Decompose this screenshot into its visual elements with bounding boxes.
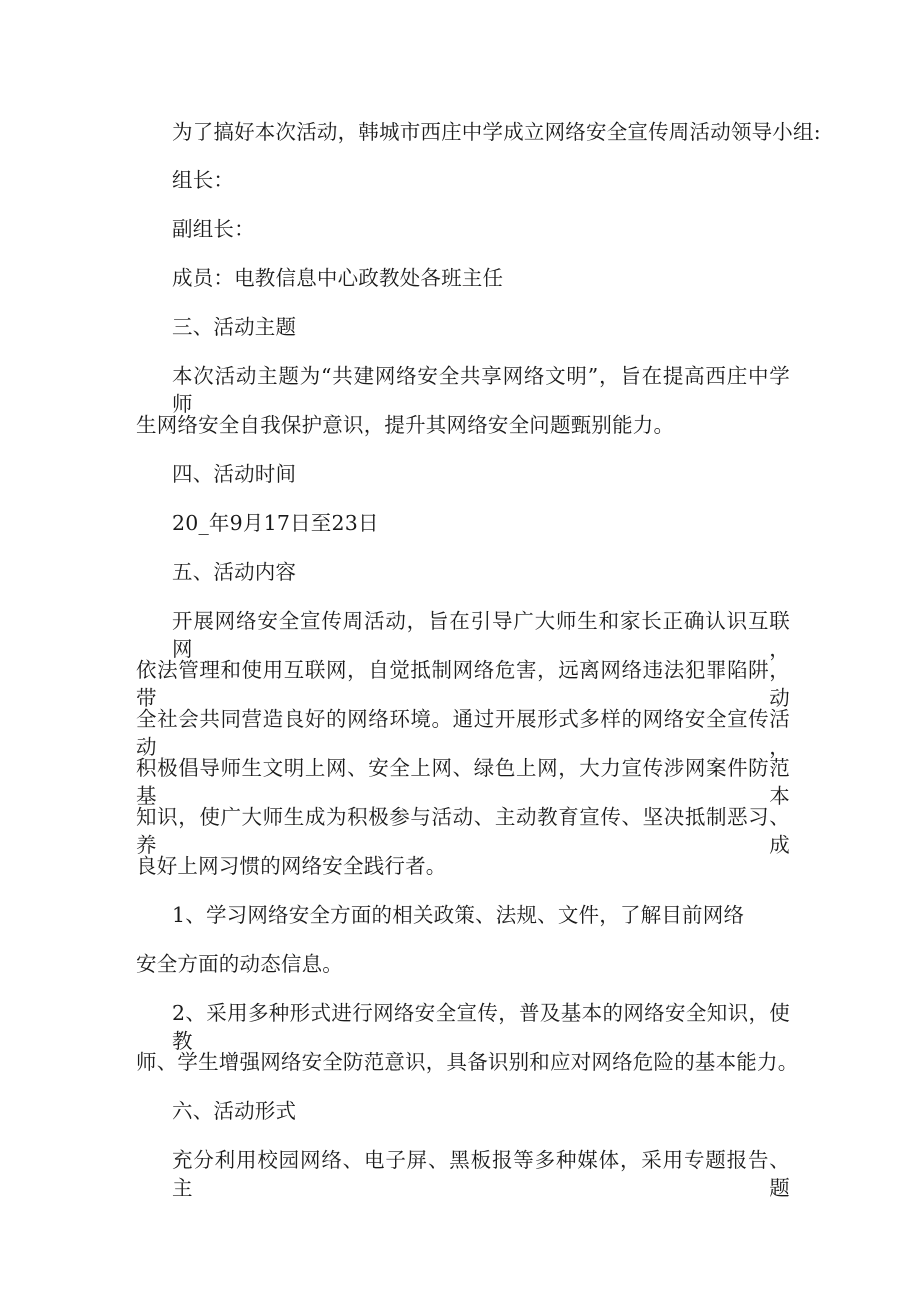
list-item-2-line-2: 师、学生增强网络安全防范意识，具备识别和应对网络危险的基本能力。 — [136, 1050, 799, 1074]
list-item-1-line-1: 1、学习网络安全方面的相关政策、法规、文件，了解目前网络 — [172, 903, 745, 927]
list-item-2-line-1: 2、采用多种形式进行网络安全宣传，普及基本的网络安全知识，使教 — [172, 1001, 790, 1053]
section-heading-content: 五、活动内容 — [172, 560, 297, 584]
content-paragraph-line-4: 积极倡导师生文明上网、安全上网、绿色上网，大力宣传涉网案件防范基本 — [136, 756, 790, 808]
theme-paragraph-line-2: 生网络安全自我保护意识，提升其网络安全问题甄别能力。 — [136, 413, 675, 437]
content-paragraph-line-3: 全社会共同营造良好的网络环境。通过开展形式多样的网络安全宣传活动， — [136, 707, 790, 759]
content-paragraph-line-6: 良好上网习惯的网络安全践行者。 — [136, 854, 447, 878]
section-heading-form: 六、活动形式 — [172, 1099, 297, 1123]
deputy-leader-label: 副组长： — [172, 217, 255, 241]
form-paragraph-line-1: 充分利用校园网络、电子屏、黑板报等多种媒体，采用专题报告、主题 — [172, 1148, 790, 1200]
content-paragraph-line-5: 知识，使广大师生成为积极参与活动、主动教育宣传、坚决抵制恶习、养成 — [136, 805, 790, 857]
list-item-1-line-2: 安全方面的动态信息。 — [136, 952, 343, 976]
section-heading-time: 四、活动时间 — [172, 462, 297, 486]
theme-paragraph-line-1: 本次活动主题为“共建网络安全共享网络文明”，旨在提高西庄中学师 — [172, 364, 790, 416]
activity-date: 20_年9月17日至23日 — [172, 511, 379, 535]
content-paragraph-line-2: 依法管理和使用互联网，自觉抵制网络危害，远离网络违法犯罪陷阱，带动 — [136, 658, 790, 710]
section-heading-theme: 三、活动主题 — [172, 315, 297, 339]
paragraph-leadership-intro: 为了搞好本次活动，韩城市西庄中学成立网络安全宣传周活动领导小组: — [172, 120, 821, 144]
group-leader-label: 组长： — [172, 168, 235, 192]
members-line: 成员：电教信息中心政教处各班主任 — [172, 266, 504, 290]
content-paragraph-line-1: 开展网络安全宣传周活动，旨在引导广大师生和家长正确认识互联网， — [172, 609, 790, 661]
